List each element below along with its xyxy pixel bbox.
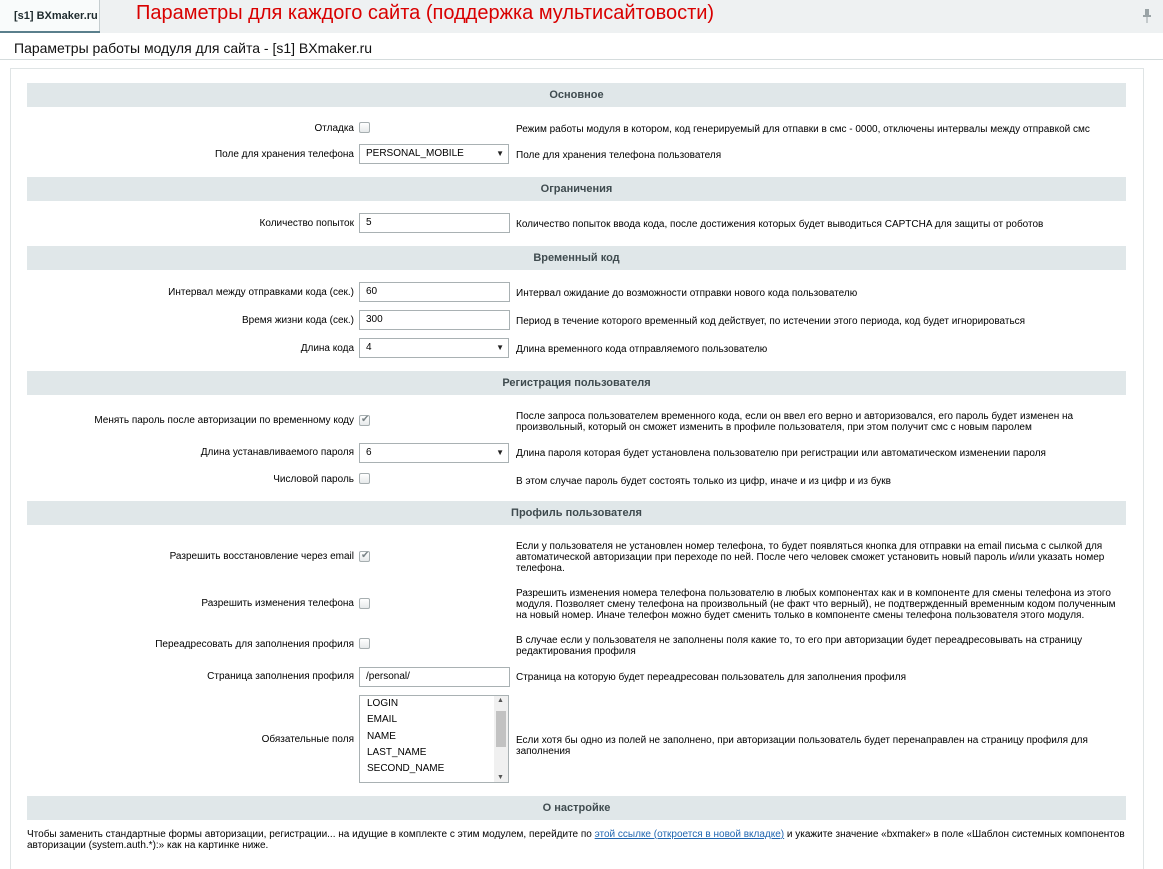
scrollbar-thumb[interactable] <box>496 711 506 747</box>
phone-change-description: Разрешить изменения номера телефона пользователю в любых компонентах как и в компоненте для смены телефона из этого модуля. Позволяет смену телефона на произвольный (не факт что верный), не подтвержденный временным кодом полученным на новый номер. Иначе телефон можно будет сменить только в компоненте смены телефона пользователя этого модуля. <box>516 588 1116 621</box>
note-text-after: и укажите значение «bxmaker» в поле «Шаблон системных компонентов авторизации (system.auth.*):» как на картинке ниже. <box>27 829 1125 851</box>
attempts-description: Количество попыток ввода кода, после достижения которых будет выводиться CAPTCHA для защиты от роботов <box>516 219 1044 230</box>
promo-banner: Параметры для каждого сайта (поддержка мультисайтовости) <box>136 2 715 24</box>
profile-page-label: Страница заполнения профиля <box>207 671 354 682</box>
chevron-down-icon: ▼ <box>496 149 504 158</box>
setup-note <box>27 829 1137 851</box>
list-item[interactable]: NAME <box>367 730 396 742</box>
change-password-label: Менять пароль после авторизации по временному коду <box>94 415 354 426</box>
section-header-limits: Ограничения <box>27 177 1126 201</box>
list-item[interactable]: SECOND_NAME <box>367 763 445 775</box>
phone-change-checkbox[interactable] <box>359 598 370 609</box>
note-text-before: Чтобы заменить стандартные формы авторизации, регистрации... на идущие в комплекте с этим модулем, перейдите по <box>27 829 595 840</box>
password-length-description: Длина пароля которая будет установлена пользователю при регистрации или автоматическом изменении пароля <box>516 448 1046 459</box>
numeric-password-label: Числовой пароль <box>273 474 354 485</box>
interval-input[interactable]: 60 <box>359 282 510 302</box>
debug-label: Отладка <box>314 123 354 134</box>
email-restore-label: Разрешить восстановление через email <box>169 551 354 562</box>
change-password-checkbox[interactable] <box>359 415 370 426</box>
profile-page-description: Страница на которую будет переадресован пользователь для заполнения профиля <box>516 672 906 683</box>
scroll-up-icon[interactable]: ▲ <box>497 697 504 704</box>
section-header-about: О настройке <box>27 796 1126 820</box>
lifetime-label: Время жизни кода (сек.) <box>242 315 354 326</box>
redirect-profile-description: В случае если у пользователя не заполнены поля какие то, то его при авторизации будет переадресовывать на страницу редактирования профиля <box>516 635 1083 657</box>
code-length-value: 4 <box>366 342 372 353</box>
section-header-main: Основное <box>27 83 1126 107</box>
section-header-temp-code: Временный код <box>27 246 1126 270</box>
pin-icon[interactable] <box>1141 8 1153 24</box>
email-restore-checkbox[interactable] <box>359 551 370 562</box>
divider <box>0 59 1163 60</box>
lifetime-input[interactable]: 300 <box>359 310 510 330</box>
password-length-value: 6 <box>366 447 372 458</box>
code-length-description: Длина временного кода отправляемого пользователю <box>516 344 768 355</box>
list-item[interactable]: LAST_NAME <box>367 746 427 758</box>
required-fields-label: Обязательные поля <box>261 734 354 745</box>
required-fields-listbox[interactable] <box>359 695 509 783</box>
code-length-select[interactable] <box>359 338 509 358</box>
scrollbar[interactable] <box>494 696 508 782</box>
phone-field-label: Поле для хранения телефона <box>214 149 354 160</box>
phone-change-label: Разрешить изменения телефона <box>201 598 354 609</box>
chevron-down-icon: ▼ <box>496 448 504 457</box>
tab-site-s1[interactable] <box>0 0 100 33</box>
redirect-profile-checkbox[interactable] <box>359 638 370 649</box>
interval-label: Интервал между отправками кода (сек.) <box>168 287 354 298</box>
email-restore-description: Если у пользователя не установлен номер телефона, то будет появляться кнопка для отправки на email письма с сылкой для автоматической авторизации при переходе по ней. После чего человек сможет установить новый пароль и/или указать номер телефона. <box>516 541 1105 574</box>
list-item[interactable]: EMAIL <box>367 714 398 726</box>
lifetime-description: Период в течение которого временный код действует, по истечении этого периода, код будет игнорироваться <box>516 316 1026 327</box>
active-tab-indicator <box>0 31 100 33</box>
interval-description: Интервал ожидание до возможности отправки нового кода пользователю <box>516 288 858 299</box>
phone-field-description: Поле для хранения телефона пользователя <box>516 150 722 161</box>
code-length-label: Длина кода <box>300 343 354 354</box>
profile-page-input[interactable]: /personal/ <box>359 667 510 687</box>
tab-bar <box>0 0 1163 33</box>
attempts-input[interactable]: 5 <box>359 213 510 233</box>
attempts-label: Количество попыток <box>259 218 354 229</box>
change-password-description: После запроса пользователем временного кода, если он ввел его верно и авторизовался, его пароль будет изменен на произвольный, который он сможет изменить в профиле пользователя, при этом получит смс с новым паролем <box>516 411 1074 433</box>
debug-description: Режим работы модуля в котором, код генерируемый для отпавки в смс - 0000, отключены интервалы между отправкой смс <box>516 124 1090 135</box>
scroll-down-icon[interactable]: ▼ <box>497 774 504 781</box>
password-length-label: Длина устанавливаемого пароля <box>200 447 354 458</box>
page-title: Параметры работы модуля для сайта - [s1] BXmaker.ru <box>14 40 373 56</box>
numeric-password-checkbox[interactable] <box>359 473 370 484</box>
debug-checkbox[interactable] <box>359 122 370 133</box>
numeric-password-description: В этом случае пароль будет состоять только из цифр, иначе и из цифр и из букв <box>516 476 891 487</box>
phone-field-select[interactable] <box>359 144 509 164</box>
required-fields-description: Если хотя бы одно из полей не заполнено, при авторизации пользователь будет перенаправлен на страницу профиля для заполнения <box>516 735 1088 757</box>
section-header-registration: Регистрация пользователя <box>27 371 1126 395</box>
list-item[interactable]: LOGIN <box>367 698 399 709</box>
chevron-down-icon: ▼ <box>496 343 504 352</box>
section-header-profile: Профиль пользователя <box>27 501 1126 525</box>
settings-link[interactable]: этой ссылке (откроется в новой вкладке) <box>594 829 785 840</box>
redirect-profile-label: Переадресовать для заполнения профиля <box>155 639 354 650</box>
tab-label: [s1] BXmaker.ru <box>14 10 98 22</box>
phone-field-value: PERSONAL_MOBILE <box>366 148 464 159</box>
password-length-select[interactable] <box>359 443 509 463</box>
